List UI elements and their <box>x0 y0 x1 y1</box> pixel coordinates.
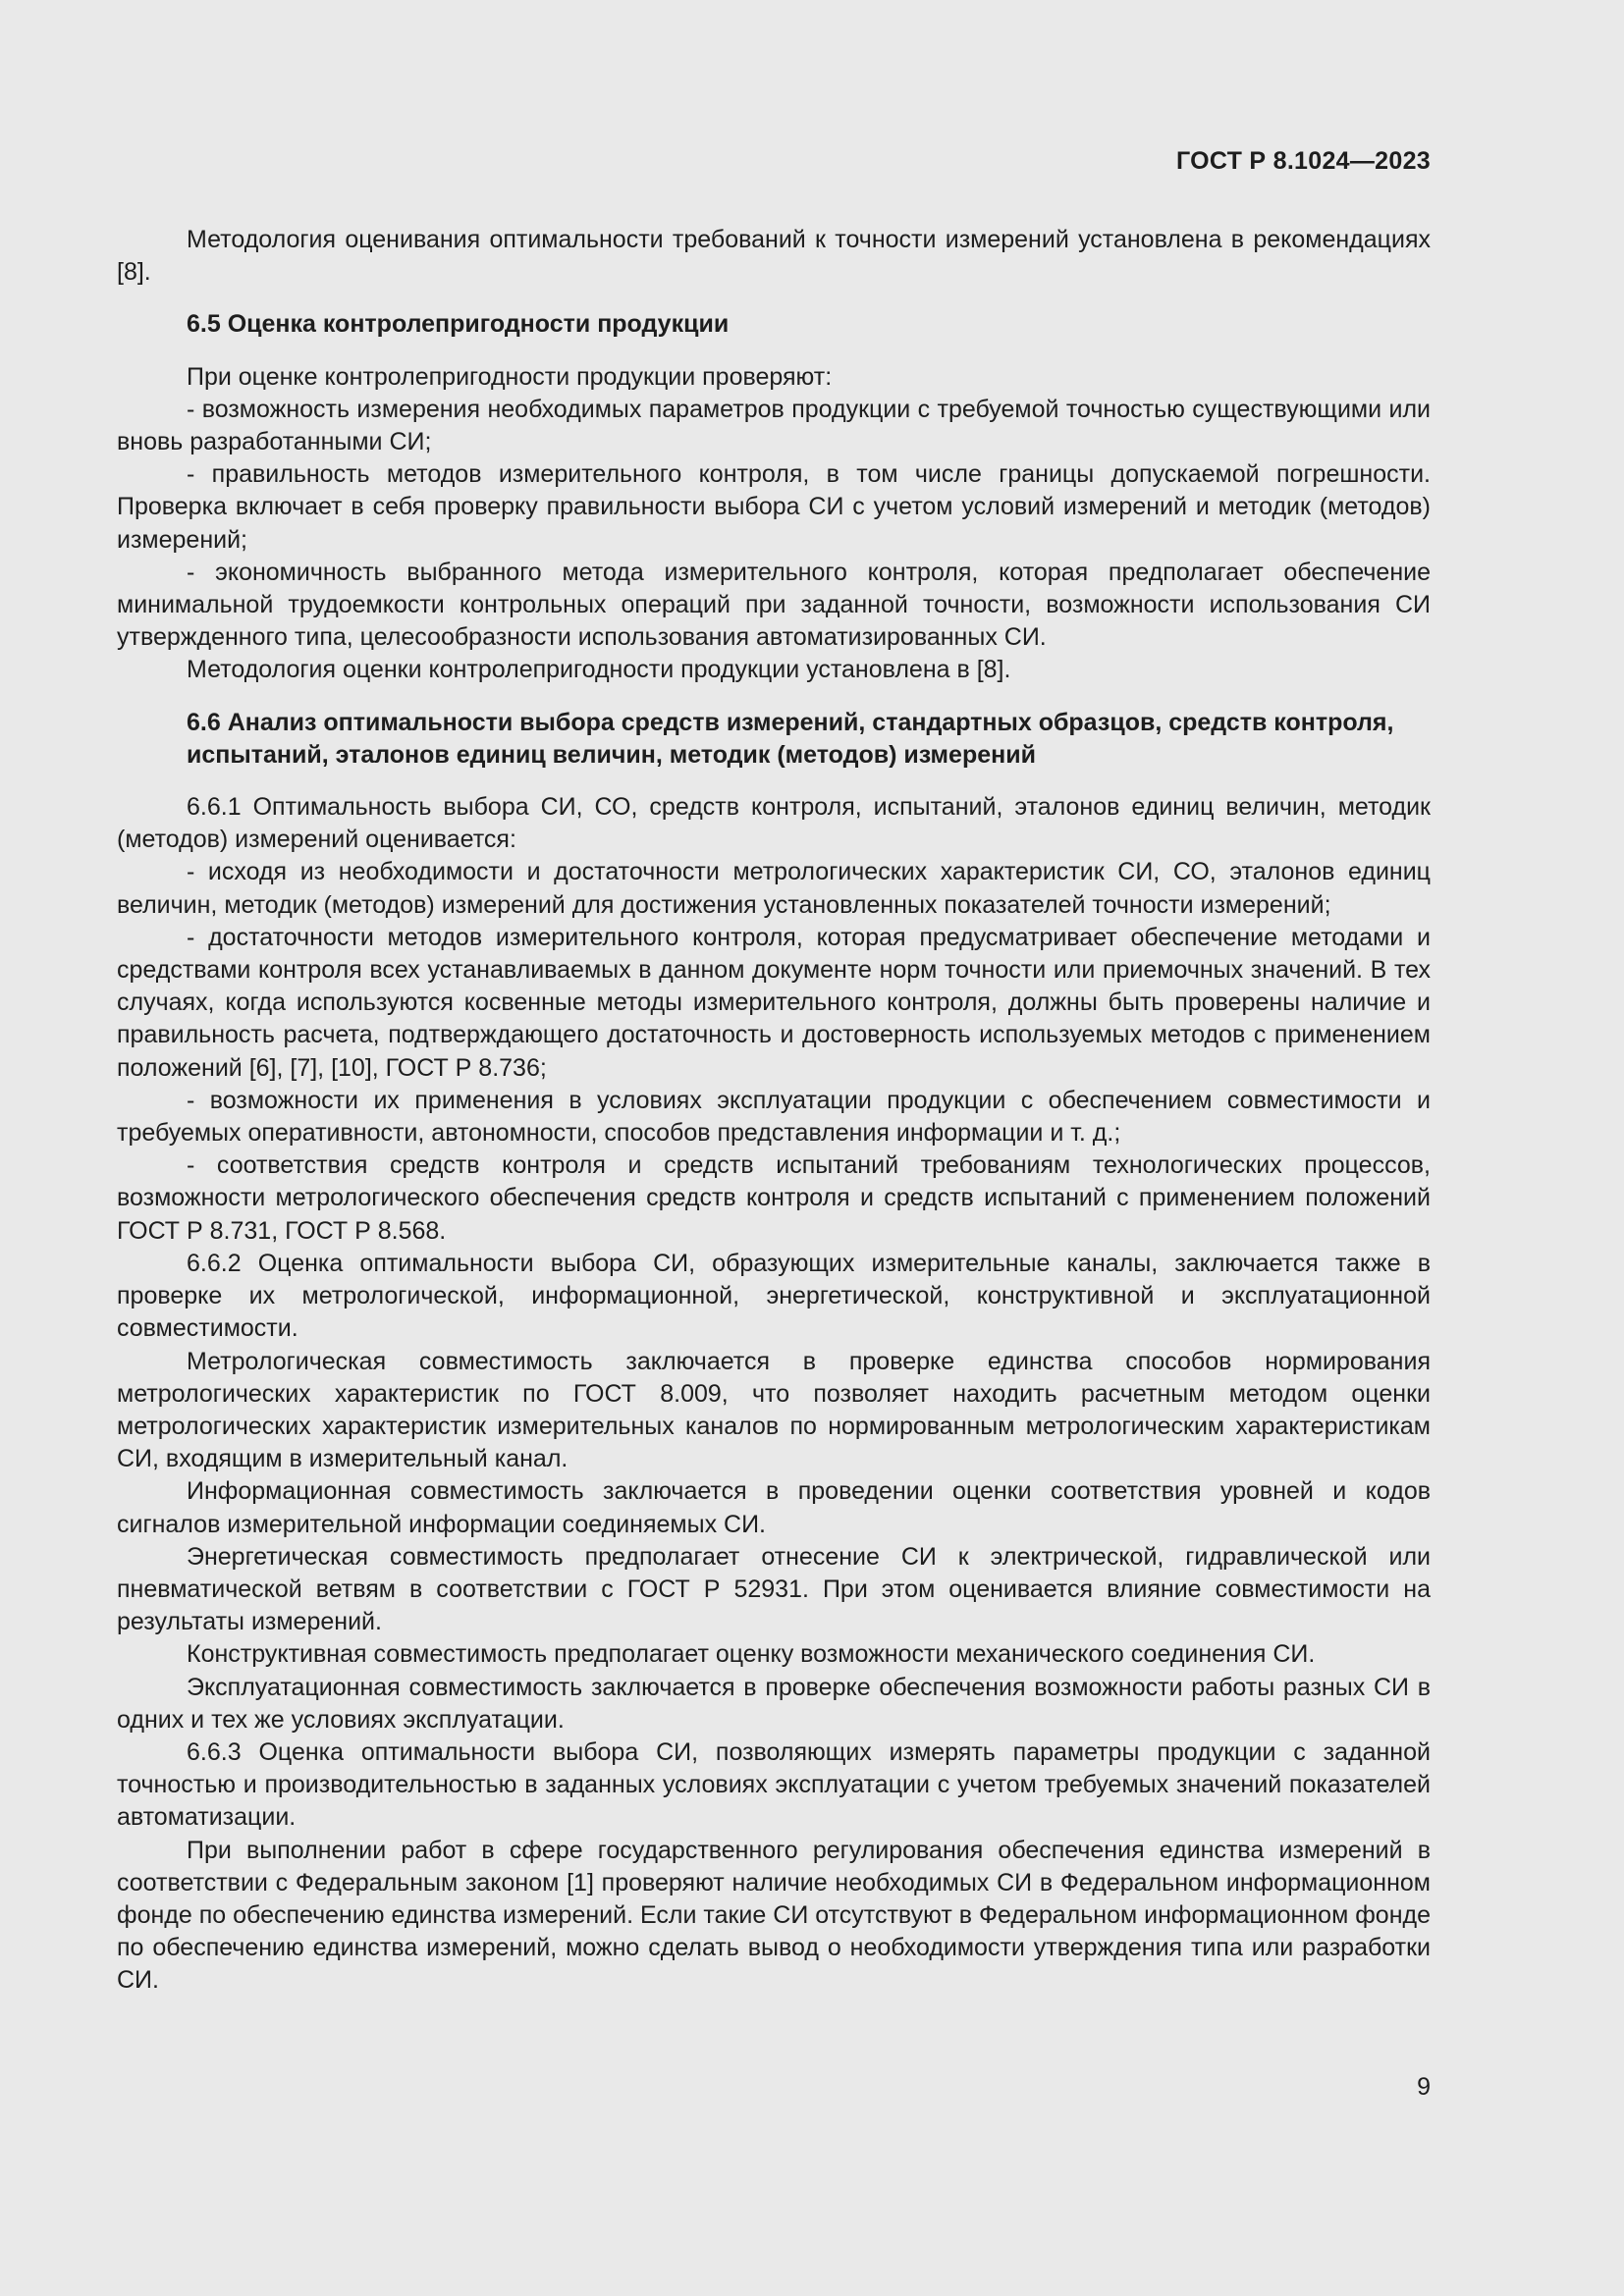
intro-paragraph: Методология оценивания оптимальности требований к точности измерений установлена в рекомендациях [8]. <box>117 226 1431 287</box>
section-6-6-paragraph: Метрологическая совместимость заключается в проверке единства способов нормирования метрологических характеристик по ГОСТ 8.009, что позволяет находить расчетным методом оценки метрологических характеристик измерительных каналов по нормированным метрологическим характеристикам СИ, входящим в измерительный канал. <box>117 1347 1431 1473</box>
section-6-6-paragraph: 6.6.1 Оптимальность выбора СИ, СО, средств контроля, испытаний, эталонов единиц величин, методик (методов) измерений оценивается: <box>117 793 1431 854</box>
page-number: 9 <box>1417 2073 1431 2101</box>
section-6-5-list-item: - правильность методов измерительного контроля, в том числе границы допускаемой погрешности. Проверка включает в себя проверку правильности выбора СИ с учетом условий измерений и методик (методов) измерений; <box>117 460 1431 554</box>
section-6-6-paragraph: 6.6.2 Оценка оптимальности выбора СИ, образующих измерительные каналы, заключается также в проверке их метрологической, информационной, энергетической, конструктивной и эксплуатационной совместимости. <box>117 1249 1431 1343</box>
section-6-5-title: 6.5 Оценка контролепригодности продукции <box>187 310 730 339</box>
section-6-6-list-item: - достаточности методов измерительного контроля, которая предусматривает обеспечение методами и средствами контроля всех устанавливаемых в данном документе норм точности или приемочных значений. В тех случаях, когда используются косвенные методы измерительного контроля, должны быть проверены наличие и правильность расчета, подтверждающего достаточность и достоверность используемых методов с применением положений [6], [7], [10], ГОСТ Р 8.736; <box>117 923 1431 1082</box>
section-6-5-list-item: - возможность измерения необходимых параметров продукции с требуемой точностью существующими или вновь разработанными СИ; <box>117 395 1431 456</box>
section-6-6-paragraph: При выполнении работ в сфере государственного регулирования обеспечения единства измерений в соответствии с Федеральным законом [1] проверяют наличие необходимых СИ в Федеральном информационном фонде по обеспечению единства измерений. Если такие СИ отсутствуют в Федеральном информационном фонде по обеспечению единства измерений, можно сделать вывод о необходимости утверждения типа или разработки СИ. <box>117 1836 1431 1995</box>
section-6-6-paragraph: Эксплуатационная совместимость заключается в проверке обеспечения возможности работы разных СИ в одних и тех же условиях эксплуатации. <box>117 1673 1431 1734</box>
section-6-6-title: 6.6 Анализ оптимальности выбора средств измерений, стандартных образцов, средств контроля, испытаний, эталонов единиц величин, методик (методов) измерений <box>187 708 1394 769</box>
section-6-6-paragraph: Конструктивная совместимость предполагает оценку возможности механического соединения СИ. <box>187 1640 1316 1669</box>
section-6-6-paragraph: Энергетическая совместимость предполагает отнесение СИ к электрической, гидравлической или пневматической ветвям в соответствии с ГОСТ Р 52931. При этом оценивается влияние совместимости на результаты измерений. <box>117 1542 1431 1636</box>
document-code-header: ГОСТ Р 8.1024—2023 <box>1175 147 1431 175</box>
section-6-6-paragraph: Информационная совместимость заключается в проведении оценки соответствия уровней и кодов сигналов измерительной информации соединяемых СИ. <box>117 1477 1431 1538</box>
section-6-6-list-item: - исходя из необходимости и достаточности метрологических характеристик СИ, СО, эталонов единиц величин, методик (методов) измерений для достижения установленных показателей точности измерений; <box>117 858 1431 919</box>
section-6-6-list-item: - возможности их применения в условиях эксплуатации продукции с обеспечением совместимости и требуемых оперативности, автономности, способов представления информации и т. д.; <box>117 1086 1431 1148</box>
section-6-5-paragraph: При оценке контролепригодности продукции проверяют: <box>187 362 833 391</box>
section-6-5-list-item: - экономичность выбранного метода измерительного контроля, которая предполагает обеспечение минимальной трудоемкости контрольных операций при заданной точности, возможности использования СИ утвержденного типа, целесообразности использования автоматизированных СИ. <box>117 558 1431 652</box>
section-6-5-paragraph: Методология оценки контролепригодности продукции установлена в [8]. <box>187 656 1011 684</box>
document-body <box>117 224 1431 1998</box>
section-6-6-list-item: - соответствия средств контроля и средств испытаний требованиям технологических процессов, возможности метрологического обеспечения средств контроля и средств испытаний с применением положений ГОСТ Р 8.731, ГОСТ Р 8.568. <box>117 1151 1431 1245</box>
section-6-6-paragraph: 6.6.3 Оценка оптимальности выбора СИ, позволяющих измерять параметры продукции с заданной точностью и производительностью в заданных условиях эксплуатации с учетом требуемых значений показателей автоматизации. <box>117 1737 1431 1832</box>
